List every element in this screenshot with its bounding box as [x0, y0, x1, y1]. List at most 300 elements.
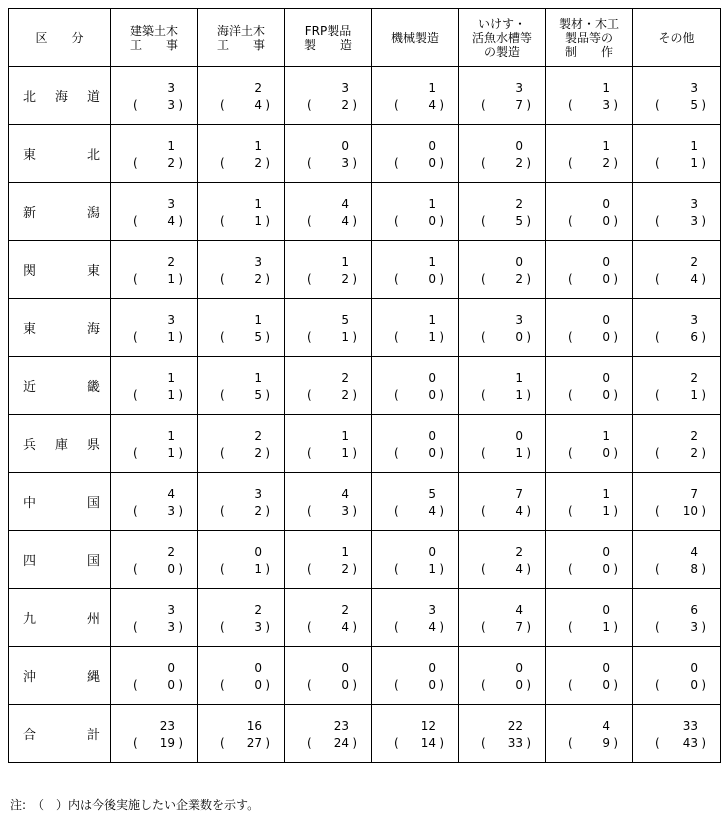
count-cell — [372, 531, 459, 589]
paren-close: ) — [613, 272, 618, 286]
paren-close: ) — [701, 736, 706, 750]
count-cell — [459, 415, 546, 473]
count-cell — [633, 299, 721, 357]
paren-open: ( — [394, 678, 399, 692]
current-count-value: 3 — [515, 313, 523, 327]
paren-close: ) — [352, 156, 357, 170]
count-cell — [459, 705, 546, 763]
count-cell — [285, 531, 372, 589]
paren-close: ) — [178, 736, 183, 750]
paren-close: ) — [439, 446, 444, 460]
paren-open: ( — [568, 678, 573, 692]
future-count-value: 2 — [515, 156, 523, 170]
future-count-value: 0 — [254, 678, 262, 692]
current-count-value: 1 — [602, 487, 610, 501]
paren-open: ( — [481, 736, 486, 750]
paren-close: ) — [701, 272, 706, 286]
paren-open: ( — [307, 620, 312, 634]
paren-open: ( — [133, 736, 138, 750]
header-col-5: いけす・ 活魚水槽等 の製造 — [459, 9, 546, 67]
paren-close: ) — [439, 678, 444, 692]
paren-close: ) — [613, 620, 618, 634]
header-col-4: 機械製造 — [372, 9, 459, 67]
future-count-value: 6 — [690, 330, 698, 344]
header-col-3: FRP製品 製 造 — [285, 9, 372, 67]
paren-close: ) — [526, 620, 531, 634]
future-count-value: 8 — [690, 562, 698, 576]
paren-close: ) — [178, 98, 183, 112]
table-row — [9, 299, 721, 357]
paren-open: ( — [133, 98, 138, 112]
future-count-value: 1 — [341, 330, 349, 344]
paren-open: ( — [307, 272, 312, 286]
current-count-value: 0 — [602, 371, 610, 385]
future-count-value: 3 — [690, 620, 698, 634]
paren-open: ( — [655, 272, 660, 286]
future-count-value: 2 — [167, 156, 175, 170]
paren-close: ) — [439, 504, 444, 518]
future-count-value: 27 — [246, 736, 262, 750]
current-count-value: 1 — [341, 429, 349, 443]
paren-close: ) — [701, 504, 706, 518]
current-count-value: 1 — [602, 429, 610, 443]
count-cell — [546, 183, 633, 241]
current-count-value: 0 — [515, 255, 523, 269]
paren-close: ) — [265, 156, 270, 170]
table-body — [9, 67, 721, 763]
future-count-value: 1 — [254, 214, 262, 228]
region-label: 東北 — [23, 148, 100, 163]
current-count-value: 0 — [428, 545, 436, 559]
current-count-value: 12 — [420, 719, 436, 733]
paren-open: ( — [568, 562, 573, 576]
future-count-value: 9 — [602, 736, 610, 750]
paren-close: ) — [352, 678, 357, 692]
count-cell — [372, 357, 459, 415]
current-count-value: 4 — [690, 545, 698, 559]
future-count-value: 3 — [602, 98, 610, 112]
paren-open: ( — [481, 562, 486, 576]
future-count-value: 0 — [602, 562, 610, 576]
current-count-value: 1 — [602, 81, 610, 95]
region-label: 四国 — [23, 554, 100, 569]
region-cell — [9, 647, 111, 705]
paren-close: ) — [178, 330, 183, 344]
paren-close: ) — [439, 388, 444, 402]
paren-close: ) — [701, 562, 706, 576]
current-count-value: 3 — [428, 603, 436, 617]
paren-open: ( — [133, 562, 138, 576]
future-count-value: 0 — [167, 678, 175, 692]
paren-close: ) — [613, 98, 618, 112]
future-count-value: 5 — [254, 330, 262, 344]
paren-close: ) — [178, 446, 183, 460]
paren-close: ) — [178, 388, 183, 402]
future-count-value: 1 — [602, 504, 610, 518]
current-count-value: 6 — [690, 603, 698, 617]
paren-open: ( — [568, 620, 573, 634]
future-count-value: 2 — [341, 388, 349, 402]
count-cell — [285, 183, 372, 241]
paren-close: ) — [265, 388, 270, 402]
paren-close: ) — [526, 446, 531, 460]
future-count-value: 3 — [341, 156, 349, 170]
paren-open: ( — [481, 388, 486, 402]
future-count-value: 1 — [428, 562, 436, 576]
paren-close: ) — [613, 678, 618, 692]
paren-open: ( — [568, 330, 573, 344]
count-cell — [546, 647, 633, 705]
current-count-value: 1 — [428, 197, 436, 211]
paren-close: ) — [178, 620, 183, 634]
paren-open: ( — [568, 388, 573, 402]
paren-open: ( — [133, 156, 138, 170]
region-cell — [9, 125, 111, 183]
header-col-2: 海洋土木 工 事 — [198, 9, 285, 67]
current-count-value: 2 — [341, 371, 349, 385]
current-count-value: 22 — [507, 719, 523, 733]
current-count-value: 5 — [428, 487, 436, 501]
paren-open: ( — [394, 272, 399, 286]
current-count-value: 0 — [254, 661, 262, 675]
future-count-value: 0 — [602, 214, 610, 228]
region-cell — [9, 531, 111, 589]
future-count-value: 3 — [167, 504, 175, 518]
count-cell — [546, 705, 633, 763]
count-cell — [459, 647, 546, 705]
current-count-value: 0 — [690, 661, 698, 675]
count-cell — [285, 357, 372, 415]
future-count-value: 3 — [254, 620, 262, 634]
current-count-value: 1 — [167, 139, 175, 153]
current-count-value: 1 — [428, 255, 436, 269]
paren-open: ( — [220, 736, 225, 750]
future-count-value: 1 — [341, 446, 349, 460]
paren-open: ( — [133, 330, 138, 344]
future-count-value: 3 — [167, 620, 175, 634]
future-count-value: 3 — [167, 98, 175, 112]
paren-open: ( — [655, 620, 660, 634]
paren-open: ( — [481, 678, 486, 692]
paren-close: ) — [265, 504, 270, 518]
paren-close: ) — [526, 214, 531, 228]
table-row — [9, 357, 721, 415]
future-count-value: 43 — [682, 736, 698, 750]
future-count-value: 3 — [690, 214, 698, 228]
count-cell — [111, 357, 198, 415]
count-cell — [372, 241, 459, 299]
paren-close: ) — [352, 504, 357, 518]
current-count-value: 3 — [690, 81, 698, 95]
count-cell — [285, 647, 372, 705]
count-cell — [372, 67, 459, 125]
paren-open: ( — [220, 388, 225, 402]
table-row — [9, 67, 721, 125]
header-row — [9, 9, 721, 67]
count-cell — [633, 415, 721, 473]
future-count-value: 1 — [167, 272, 175, 286]
count-cell — [546, 125, 633, 183]
future-count-value: 7 — [515, 98, 523, 112]
paren-close: ) — [265, 736, 270, 750]
paren-open: ( — [481, 272, 486, 286]
future-count-value: 0 — [428, 272, 436, 286]
current-count-value: 0 — [602, 545, 610, 559]
current-count-value: 3 — [254, 255, 262, 269]
region-label: 中国 — [23, 496, 100, 511]
paren-open: ( — [220, 272, 225, 286]
future-count-value: 0 — [428, 446, 436, 460]
count-cell — [111, 705, 198, 763]
paren-open: ( — [655, 678, 660, 692]
current-count-value: 2 — [254, 603, 262, 617]
paren-open: ( — [655, 214, 660, 228]
paren-close: ) — [178, 214, 183, 228]
future-count-value: 1 — [602, 620, 610, 634]
future-count-value: 1 — [515, 388, 523, 402]
future-count-value: 0 — [602, 446, 610, 460]
paren-open: ( — [220, 98, 225, 112]
paren-close: ) — [265, 98, 270, 112]
paren-close: ) — [701, 214, 706, 228]
region-cell — [9, 299, 111, 357]
paren-open: ( — [568, 446, 573, 460]
future-count-value: 4 — [428, 98, 436, 112]
paren-close: ) — [613, 504, 618, 518]
paren-close: ) — [439, 330, 444, 344]
count-cell — [285, 125, 372, 183]
future-count-value: 0 — [428, 156, 436, 170]
future-count-value: 5 — [515, 214, 523, 228]
paren-open: ( — [133, 388, 138, 402]
count-cell — [111, 647, 198, 705]
paren-close: ) — [265, 330, 270, 344]
paren-open: ( — [394, 736, 399, 750]
count-cell — [633, 589, 721, 647]
paren-close: ) — [265, 214, 270, 228]
future-count-value: 1 — [428, 330, 436, 344]
count-cell — [111, 125, 198, 183]
current-count-value: 1 — [167, 371, 175, 385]
count-cell — [546, 299, 633, 357]
paren-open: ( — [568, 156, 573, 170]
paren-close: ) — [265, 620, 270, 634]
future-count-value: 0 — [428, 678, 436, 692]
paren-open: ( — [133, 446, 138, 460]
header-col-7: その他 — [633, 9, 721, 67]
count-cell — [285, 241, 372, 299]
region-cell — [9, 67, 111, 125]
current-count-value: 3 — [690, 313, 698, 327]
count-cell — [459, 299, 546, 357]
count-cell — [198, 589, 285, 647]
table-row — [9, 415, 721, 473]
paren-close: ) — [352, 446, 357, 460]
current-count-value: 1 — [428, 313, 436, 327]
region-cell — [9, 241, 111, 299]
count-cell — [198, 67, 285, 125]
paren-open: ( — [568, 214, 573, 228]
paren-close: ) — [613, 214, 618, 228]
current-count-value: 0 — [602, 661, 610, 675]
count-cell — [372, 415, 459, 473]
paren-close: ) — [352, 330, 357, 344]
paren-open: ( — [307, 446, 312, 460]
future-count-value: 0 — [602, 272, 610, 286]
current-count-value: 2 — [515, 197, 523, 211]
future-count-value: 2 — [515, 272, 523, 286]
count-cell — [546, 241, 633, 299]
paren-open: ( — [655, 504, 660, 518]
future-count-value: 7 — [515, 620, 523, 634]
future-count-value: 2 — [254, 504, 262, 518]
paren-close: ) — [178, 562, 183, 576]
current-count-value: 1 — [341, 545, 349, 559]
region-label: 兵庫県 — [23, 438, 100, 453]
current-count-value: 5 — [341, 313, 349, 327]
region-label: 九州 — [23, 612, 100, 627]
future-count-value: 0 — [428, 388, 436, 402]
current-count-value: 1 — [602, 139, 610, 153]
future-count-value: 0 — [167, 562, 175, 576]
count-cell — [372, 647, 459, 705]
paren-open: ( — [568, 504, 573, 518]
paren-close: ) — [265, 678, 270, 692]
count-cell — [285, 67, 372, 125]
current-count-value: 0 — [602, 603, 610, 617]
count-cell — [111, 241, 198, 299]
paren-open: ( — [307, 98, 312, 112]
paren-close: ) — [352, 736, 357, 750]
count-cell — [546, 67, 633, 125]
future-count-value: 4 — [167, 214, 175, 228]
paren-open: ( — [481, 98, 486, 112]
region-label: 沖縄 — [23, 670, 100, 685]
paren-open: ( — [655, 446, 660, 460]
current-count-value: 0 — [602, 313, 610, 327]
current-count-value: 1 — [254, 313, 262, 327]
future-count-value: 33 — [507, 736, 523, 750]
count-cell — [285, 415, 372, 473]
paren-close: ) — [439, 214, 444, 228]
future-count-value: 0 — [515, 678, 523, 692]
current-count-value: 3 — [167, 81, 175, 95]
paren-close: ) — [178, 504, 183, 518]
count-cell — [546, 473, 633, 531]
current-count-value: 3 — [515, 81, 523, 95]
count-cell — [546, 357, 633, 415]
future-count-value: 2 — [602, 156, 610, 170]
current-count-value: 3 — [167, 197, 175, 211]
paren-close: ) — [526, 678, 531, 692]
table-row — [9, 531, 721, 589]
current-count-value: 2 — [690, 255, 698, 269]
count-cell — [198, 705, 285, 763]
count-cell — [633, 67, 721, 125]
future-count-value: 2 — [254, 272, 262, 286]
count-cell — [546, 415, 633, 473]
paren-open: ( — [655, 330, 660, 344]
current-count-value: 33 — [682, 719, 698, 733]
count-cell — [111, 531, 198, 589]
paren-close: ) — [526, 98, 531, 112]
region-label: 近畿 — [23, 380, 100, 395]
count-cell — [459, 473, 546, 531]
current-count-value: 0 — [602, 197, 610, 211]
paren-close: ) — [613, 562, 618, 576]
paren-open: ( — [481, 504, 486, 518]
current-count-value: 7 — [690, 487, 698, 501]
future-count-value: 2 — [341, 272, 349, 286]
count-cell — [198, 531, 285, 589]
count-cell — [285, 705, 372, 763]
paren-close: ) — [613, 330, 618, 344]
paren-open: ( — [394, 562, 399, 576]
current-count-value: 23 — [333, 719, 349, 733]
header-col-1: 建築土木 工 事 — [111, 9, 198, 67]
count-cell — [459, 67, 546, 125]
paren-open: ( — [307, 330, 312, 344]
paren-open: ( — [394, 504, 399, 518]
paren-open: ( — [394, 330, 399, 344]
paren-open: ( — [481, 330, 486, 344]
region-cell — [9, 705, 111, 763]
count-cell — [285, 589, 372, 647]
future-count-value: 1 — [254, 562, 262, 576]
region-cell — [9, 589, 111, 647]
paren-open: ( — [220, 620, 225, 634]
count-cell — [546, 531, 633, 589]
paren-open: ( — [568, 272, 573, 286]
header-col-6: 製材・木工 製品等の 制 作 — [546, 9, 633, 67]
count-cell — [198, 415, 285, 473]
paren-close: ) — [701, 620, 706, 634]
paren-open: ( — [133, 620, 138, 634]
future-count-value: 5 — [254, 388, 262, 402]
paren-close: ) — [701, 330, 706, 344]
paren-close: ) — [439, 272, 444, 286]
paren-close: ) — [352, 98, 357, 112]
count-cell — [111, 473, 198, 531]
table-row — [9, 589, 721, 647]
region-cell — [9, 415, 111, 473]
paren-close: ) — [701, 446, 706, 460]
paren-open: ( — [394, 620, 399, 634]
future-count-value: 5 — [690, 98, 698, 112]
paren-close: ) — [352, 388, 357, 402]
current-count-value: 0 — [602, 255, 610, 269]
count-cell — [372, 705, 459, 763]
count-cell — [459, 125, 546, 183]
future-count-value: 4 — [341, 620, 349, 634]
current-count-value: 1 — [254, 371, 262, 385]
paren-open: ( — [307, 214, 312, 228]
region-label: 北海道 — [23, 90, 100, 105]
paren-open: ( — [307, 156, 312, 170]
region-label: 合計 — [23, 728, 100, 743]
current-count-value: 23 — [159, 719, 175, 733]
paren-close: ) — [178, 156, 183, 170]
count-cell — [111, 415, 198, 473]
count-cell — [459, 589, 546, 647]
paren-open: ( — [655, 156, 660, 170]
current-count-value: 0 — [167, 661, 175, 675]
count-cell — [111, 589, 198, 647]
future-count-value: 2 — [254, 446, 262, 460]
count-cell — [459, 241, 546, 299]
paren-close: ) — [352, 272, 357, 286]
future-count-value: 3 — [341, 504, 349, 518]
